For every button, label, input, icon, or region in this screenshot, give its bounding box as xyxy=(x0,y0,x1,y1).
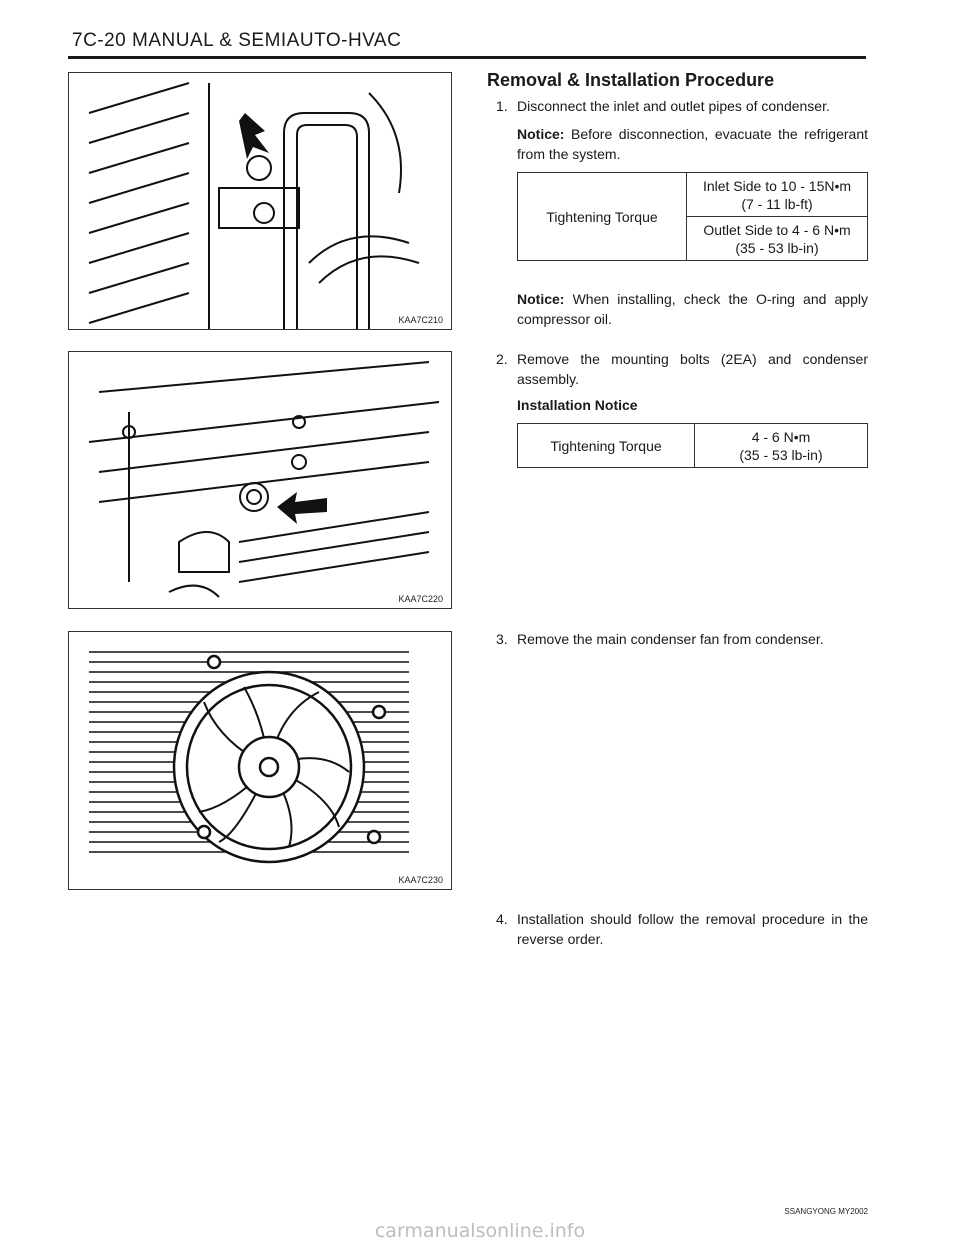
step-number: 4. xyxy=(496,911,508,927)
notice-paragraph xyxy=(517,289,868,329)
step-number: 2. xyxy=(496,351,508,367)
step-item xyxy=(496,349,868,389)
step-text: Remove the mounting bolts (2EA) and condenser assembly. xyxy=(517,351,868,387)
torque-value-imperial: (35 - 53 lb-in) xyxy=(735,239,819,256)
condenser-pipe-illustration xyxy=(69,73,451,329)
torque-value: Outlet Side to 4 - 6 N•m xyxy=(703,221,851,238)
step-text: Disconnect the inlet and outlet pipes of condenser. xyxy=(517,98,830,114)
torque-label: Tightening Torque xyxy=(518,424,695,468)
step-number: 1. xyxy=(496,98,508,114)
step-text: Installation should follow the removal procedure in the reverse order. xyxy=(517,911,868,947)
torque-label: Tightening Torque xyxy=(518,173,687,261)
condenser-fan-illustration xyxy=(69,632,451,889)
torque-value: Inlet Side to 10 - 15N•m xyxy=(702,177,852,194)
notice-label: Notice: xyxy=(517,126,565,142)
header-rule xyxy=(68,56,866,59)
torque-value: 4 - 6 N•m xyxy=(751,428,811,445)
step-item xyxy=(496,909,868,949)
footer-brand: SSANGYONG MY2002 xyxy=(784,1207,868,1216)
torque-table-1 xyxy=(517,172,868,261)
figure-condenser-pipes xyxy=(68,72,452,330)
page-header-title: 7C-20 MANUAL & SEMIAUTO-HVAC xyxy=(72,30,402,51)
notice-text: When installing, check the O-ring and apply compressor oil. xyxy=(517,291,868,327)
step-text: Remove the main condenser fan from condenser. xyxy=(517,631,824,647)
torque-value-imperial: (35 - 53 lb-in) xyxy=(739,446,823,463)
figure-caption: KAA7C230 xyxy=(398,875,443,885)
torque-value-imperial: (7 - 11 lb-ft) xyxy=(741,195,813,212)
figure-condenser-fan xyxy=(68,631,452,890)
notice-paragraph xyxy=(517,124,868,164)
mounting-bolt-illustration xyxy=(69,352,451,608)
torque-cell-outlet xyxy=(687,217,868,261)
notice-label: Notice: xyxy=(517,291,565,307)
figure-caption: KAA7C210 xyxy=(398,315,443,325)
section-title: Removal & Installation Procedure xyxy=(487,70,775,90)
torque-cell xyxy=(695,424,868,468)
step-item xyxy=(496,96,868,116)
torque-cell-inlet xyxy=(687,173,868,217)
installation-notice-heading: Installation Notice xyxy=(517,397,638,413)
notice-text: Before disconnection, evacuate the refrigerant from the system. xyxy=(517,126,868,162)
step-item xyxy=(496,629,868,649)
step-number: 3. xyxy=(496,631,508,647)
figure-mounting-bolts xyxy=(68,351,452,609)
torque-table-2 xyxy=(517,423,868,468)
figure-caption: KAA7C220 xyxy=(398,594,443,604)
watermark-link[interactable]: carmanualsonline.info xyxy=(374,1220,586,1242)
